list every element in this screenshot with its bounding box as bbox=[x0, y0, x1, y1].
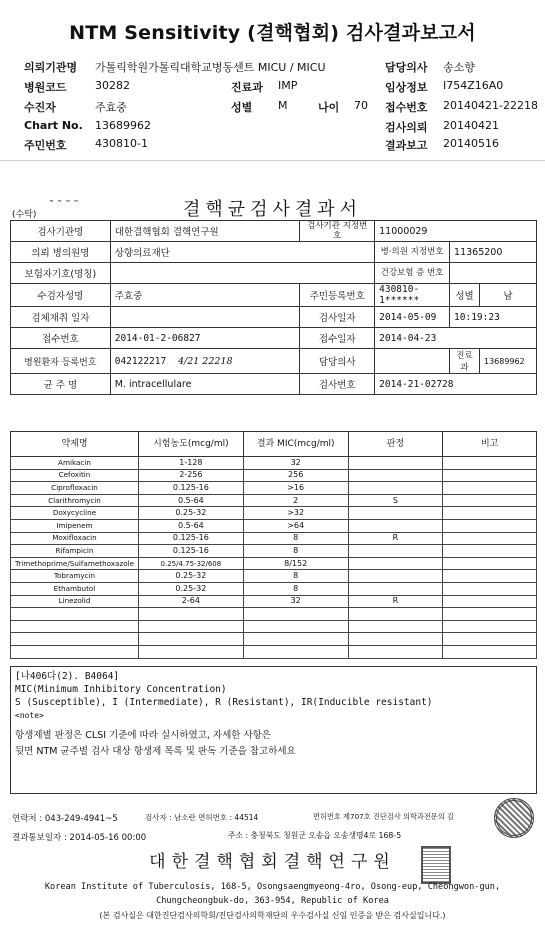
receipt-number-value: 2014-01-2-06827 bbox=[110, 328, 300, 349]
examinee-rrn-label: 주민등록번호 bbox=[300, 284, 375, 307]
specimen-date-value bbox=[110, 307, 300, 328]
test-range: 0.5-64 bbox=[138, 494, 243, 507]
handwritten-note: 4/21 22218 bbox=[177, 355, 233, 367]
test-range: 0.25-32 bbox=[138, 582, 243, 595]
remark bbox=[443, 507, 537, 520]
insurance-no-value bbox=[450, 263, 537, 284]
recipient-label: (수탁) bbox=[12, 210, 37, 220]
header-mic: 결과 MIC(mcg/ml) bbox=[243, 432, 348, 457]
department-label: 진료과 bbox=[450, 349, 480, 374]
ref-hospital-label: 의뢰 병의원명 bbox=[11, 242, 111, 263]
report-date-label: 결과보고 bbox=[385, 139, 428, 152]
notes-body-1: 항생제별 판정은 CLSI 기준에 따라 실시하였고, 자세한 사항은 bbox=[15, 730, 271, 741]
drug-name bbox=[11, 608, 139, 621]
judgement bbox=[348, 608, 443, 621]
test-number-value: 2014-21-02728 bbox=[375, 374, 537, 395]
hospital-code-label: 병원코드 bbox=[24, 81, 67, 94]
attending-doctor-value bbox=[375, 349, 450, 374]
receipt-no-value: 20140421-22218 bbox=[443, 99, 538, 112]
sex-value: M bbox=[278, 99, 288, 112]
examinee-sex-label: 성별 bbox=[450, 284, 480, 307]
strain-label: 균 주 명 bbox=[11, 374, 111, 395]
director-stamp-icon bbox=[421, 846, 451, 884]
mic-result: 2 bbox=[243, 494, 348, 507]
remark bbox=[443, 620, 537, 633]
header-divider bbox=[0, 160, 545, 161]
table-row bbox=[11, 608, 537, 621]
doctor-value: 송소향 bbox=[443, 61, 475, 74]
test-date-value: 2014-05-09 bbox=[375, 307, 450, 328]
header-range: 시험농도(mcg/ml) bbox=[138, 432, 243, 457]
remark bbox=[443, 532, 537, 545]
drug-table-header bbox=[11, 432, 537, 457]
info-table bbox=[10, 220, 537, 395]
chart-no-label: Chart No. bbox=[24, 119, 83, 132]
mic-result: 8 bbox=[243, 532, 348, 545]
receipt-number-label: 접수번호 bbox=[11, 328, 111, 349]
chart-no-value: 13689962 bbox=[95, 119, 151, 132]
table-row bbox=[11, 595, 537, 608]
test-range: 0.25-32 bbox=[138, 507, 243, 520]
test-range: 2-256 bbox=[138, 469, 243, 482]
drug-name: Ciprofloxacin bbox=[11, 482, 139, 495]
department-value: 13689962 bbox=[479, 349, 536, 374]
age-value: 70 bbox=[354, 99, 368, 112]
hospital-code-value: 30282 bbox=[95, 79, 130, 92]
table-row bbox=[11, 482, 537, 495]
judgement bbox=[348, 507, 443, 520]
table-row bbox=[11, 519, 537, 532]
remark bbox=[443, 582, 537, 595]
patient-value: 주효중 bbox=[95, 101, 127, 114]
remark bbox=[443, 482, 537, 495]
drug-susceptibility-table bbox=[10, 431, 537, 659]
drug-name: Tobramycin bbox=[11, 570, 139, 583]
examinee-name-label: 수검자성명 bbox=[11, 284, 111, 307]
dept-label: 진료과 bbox=[231, 81, 263, 94]
rrn-value: 430810-1 bbox=[95, 137, 148, 150]
dept-value: IMP bbox=[278, 79, 298, 92]
lab-value: 대한결핵협회 결핵연구원 bbox=[110, 221, 300, 242]
remark bbox=[443, 519, 537, 532]
lab-code-label: 검사기관 지정번호 bbox=[300, 221, 375, 242]
sex-label: 성별 bbox=[231, 101, 253, 114]
rrn-label: 주민번호 bbox=[24, 139, 67, 152]
table-row bbox=[11, 507, 537, 520]
judgement bbox=[348, 482, 443, 495]
insurance-no-label: 건강보험 증 번호 bbox=[375, 263, 450, 284]
receipt-date-value: 2014-04-23 bbox=[375, 328, 537, 349]
notes-box bbox=[10, 666, 537, 794]
table-row bbox=[11, 582, 537, 595]
remark bbox=[443, 645, 537, 658]
test-range: 2-64 bbox=[138, 595, 243, 608]
test-range bbox=[138, 645, 243, 658]
mic-result: 8 bbox=[243, 545, 348, 558]
examinee-sex-value: 남 bbox=[479, 284, 536, 307]
lab-code-value: 11000029 bbox=[375, 221, 537, 242]
test-range: 0.125-16 bbox=[138, 532, 243, 545]
header-judgement: 판정 bbox=[348, 432, 443, 457]
remark bbox=[443, 457, 537, 470]
mic-result bbox=[243, 633, 348, 646]
footer-phone: 연락처 : 043-249-4941~5 bbox=[12, 814, 118, 824]
mic-result: 32 bbox=[243, 457, 348, 470]
remark bbox=[443, 633, 537, 646]
scan-title: 결핵균검사결과서 bbox=[182, 199, 363, 220]
judgement bbox=[348, 469, 443, 482]
official-seal-icon bbox=[494, 798, 534, 838]
notes-legend: S (Susceptible), I (Intermediate), R (Resistant), IR(Inducible resistant) bbox=[15, 697, 433, 708]
judgement bbox=[348, 633, 443, 646]
mic-result: >32 bbox=[243, 507, 348, 520]
judgement bbox=[348, 570, 443, 583]
judgement: S bbox=[348, 494, 443, 507]
test-number-label: 검사번호 bbox=[300, 374, 375, 395]
drug-name: Ethambutol bbox=[11, 582, 139, 595]
judgement: R bbox=[348, 595, 443, 608]
strain-value: M. intracellulare bbox=[110, 374, 300, 395]
judgement bbox=[348, 545, 443, 558]
notes-tag: <note> bbox=[15, 711, 44, 720]
drug-name: Clarithromycin bbox=[11, 494, 139, 507]
table-row bbox=[11, 532, 537, 545]
mic-result: 32 bbox=[243, 595, 348, 608]
table-row bbox=[11, 494, 537, 507]
institute-name: 대한결핵협회결핵연구원 bbox=[149, 852, 396, 872]
institution-value: 가톨릭학원가톨릭대학교병동센트 MICU / MICU bbox=[95, 61, 326, 74]
request-date-value: 20140421 bbox=[443, 119, 499, 132]
examinee-rrn-value: 430810-1****** bbox=[375, 284, 450, 307]
judgement: R bbox=[348, 532, 443, 545]
address-english-2: Chungcheongbuk-do, 363-954, Republic of Korea bbox=[156, 896, 389, 906]
age-label: 나이 bbox=[318, 101, 340, 114]
receipt-date-label: 접수일자 bbox=[300, 328, 375, 349]
mic-result: >64 bbox=[243, 519, 348, 532]
mic-result bbox=[243, 645, 348, 658]
judgement bbox=[348, 457, 443, 470]
test-range: 0.125-16 bbox=[138, 482, 243, 495]
table-row bbox=[11, 545, 537, 558]
remark bbox=[443, 570, 537, 583]
insurance-value bbox=[110, 263, 374, 284]
drug-name bbox=[11, 645, 139, 658]
recipient-scribble: ˜ ˜ ˜ ˜ bbox=[48, 200, 78, 211]
mic-result: 8/152 bbox=[243, 557, 348, 570]
specimen-date-label: 검체채취 일자 bbox=[11, 307, 111, 328]
attending-doctor-label: 담당의사 bbox=[300, 349, 375, 374]
mic-result: 8 bbox=[243, 570, 348, 583]
table-row bbox=[11, 645, 537, 658]
remark bbox=[443, 557, 537, 570]
drug-name: Imipenem bbox=[11, 519, 139, 532]
mic-result bbox=[243, 608, 348, 621]
test-range: 0.25-32 bbox=[138, 570, 243, 583]
report-title: NTM Sensitivity (결핵협회) 검사결과보고서 bbox=[69, 22, 476, 44]
remark bbox=[443, 595, 537, 608]
remark bbox=[443, 608, 537, 621]
request-date-label: 검사의뢰 bbox=[385, 121, 428, 134]
remark bbox=[443, 469, 537, 482]
doctor-label: 담당의사 bbox=[385, 61, 428, 74]
drug-name: Trimethoprime/Sulfamethoxazole bbox=[11, 557, 139, 570]
header-drug: 약제명 bbox=[11, 432, 139, 457]
drug-name: Doxycycline bbox=[11, 507, 139, 520]
table-row bbox=[11, 633, 537, 646]
mic-result: 256 bbox=[243, 469, 348, 482]
drug-name: Amikacin bbox=[11, 457, 139, 470]
drug-name: Cefoxitin bbox=[11, 469, 139, 482]
test-range bbox=[138, 633, 243, 646]
examinee-name-value: 주효중 bbox=[110, 284, 300, 307]
footer-inspector: 검사자 : 남소란 면허번호 : 44514 bbox=[145, 813, 259, 822]
ref-hospital-value: 상향의료재단 bbox=[110, 242, 374, 263]
drug-name: Rifampicin bbox=[11, 545, 139, 558]
certification-note: (본 검사실은 대한진단검사의학회/진단검사의학재단의 우수검사실 신임 인증을 받은 검사실입니다.) bbox=[99, 911, 446, 920]
clinical-info-value: I754Z16A0 bbox=[443, 79, 504, 92]
test-range: 0.125-16 bbox=[138, 545, 243, 558]
registration-no-label: 병원환자 등록번호 bbox=[11, 349, 111, 374]
notes-mic-definition: MIC(Minimum Inhibitory Concentration) bbox=[15, 684, 227, 695]
lab-label: 검사기관명 bbox=[11, 221, 111, 242]
judgement bbox=[348, 519, 443, 532]
footer-address-kr: 주소 : 충청북도 청원군 오송읍 오송생명4로 168-5 bbox=[228, 831, 402, 840]
test-date-label: 검사일자 bbox=[300, 307, 375, 328]
registration-no-cell bbox=[110, 349, 300, 374]
footer-license: 면허번호 제707호 진단검사 의학과전문의 김 bbox=[313, 812, 454, 821]
test-range bbox=[138, 608, 243, 621]
judgement bbox=[348, 557, 443, 570]
insurance-label: 보험자기호(명칭) bbox=[11, 263, 111, 284]
table-row bbox=[11, 469, 537, 482]
receipt-no-label: 접수번호 bbox=[385, 101, 428, 114]
registration-no-value: 042122217 bbox=[114, 355, 167, 367]
mic-result: >16 bbox=[243, 482, 348, 495]
test-time-value: 10:19:23 bbox=[450, 307, 537, 328]
patient-label: 수진자 bbox=[24, 101, 56, 114]
report-date-value: 20140516 bbox=[443, 137, 499, 150]
judgement bbox=[348, 582, 443, 595]
ref-code-value: 11365200 bbox=[450, 242, 537, 263]
header-remarks: 비고 bbox=[443, 432, 537, 457]
judgement bbox=[348, 645, 443, 658]
table-row bbox=[11, 557, 537, 570]
test-range: 0.25/4.75-32/608 bbox=[138, 557, 243, 570]
mic-result bbox=[243, 620, 348, 633]
address-english-1: Korean Institute of Tuberculosis, 168-5, Osongsaengmyeong-4ro, Osong-eup, Cheongwon-gun, bbox=[44, 882, 501, 892]
institution-label: 의뢰기관명 bbox=[24, 61, 78, 74]
remark bbox=[443, 545, 537, 558]
test-range bbox=[138, 620, 243, 633]
notes-body-2: 뒷면 NTM 균주별 검사 대상 항생제 목록 및 판독 기준을 참고하세요 bbox=[15, 746, 296, 757]
drug-name bbox=[11, 633, 139, 646]
drug-name: Linezolid bbox=[11, 595, 139, 608]
table-row bbox=[11, 620, 537, 633]
footer-report-date: 결과통보일자 : 2014-05-16 00:00 bbox=[12, 833, 147, 843]
ref-code-label: 병·의원 지정번호 bbox=[375, 242, 450, 263]
drug-name bbox=[11, 620, 139, 633]
remark bbox=[443, 494, 537, 507]
test-range: 1-128 bbox=[138, 457, 243, 470]
table-row bbox=[11, 457, 537, 470]
table-row bbox=[11, 570, 537, 583]
drug-name: Moxifloxacin bbox=[11, 532, 139, 545]
judgement bbox=[348, 620, 443, 633]
test-range: 0.5-64 bbox=[138, 519, 243, 532]
mic-result: 8 bbox=[243, 582, 348, 595]
notes-code: [나406다(2). B4064] bbox=[15, 671, 120, 682]
clinical-info-label: 임상정보 bbox=[385, 81, 428, 94]
